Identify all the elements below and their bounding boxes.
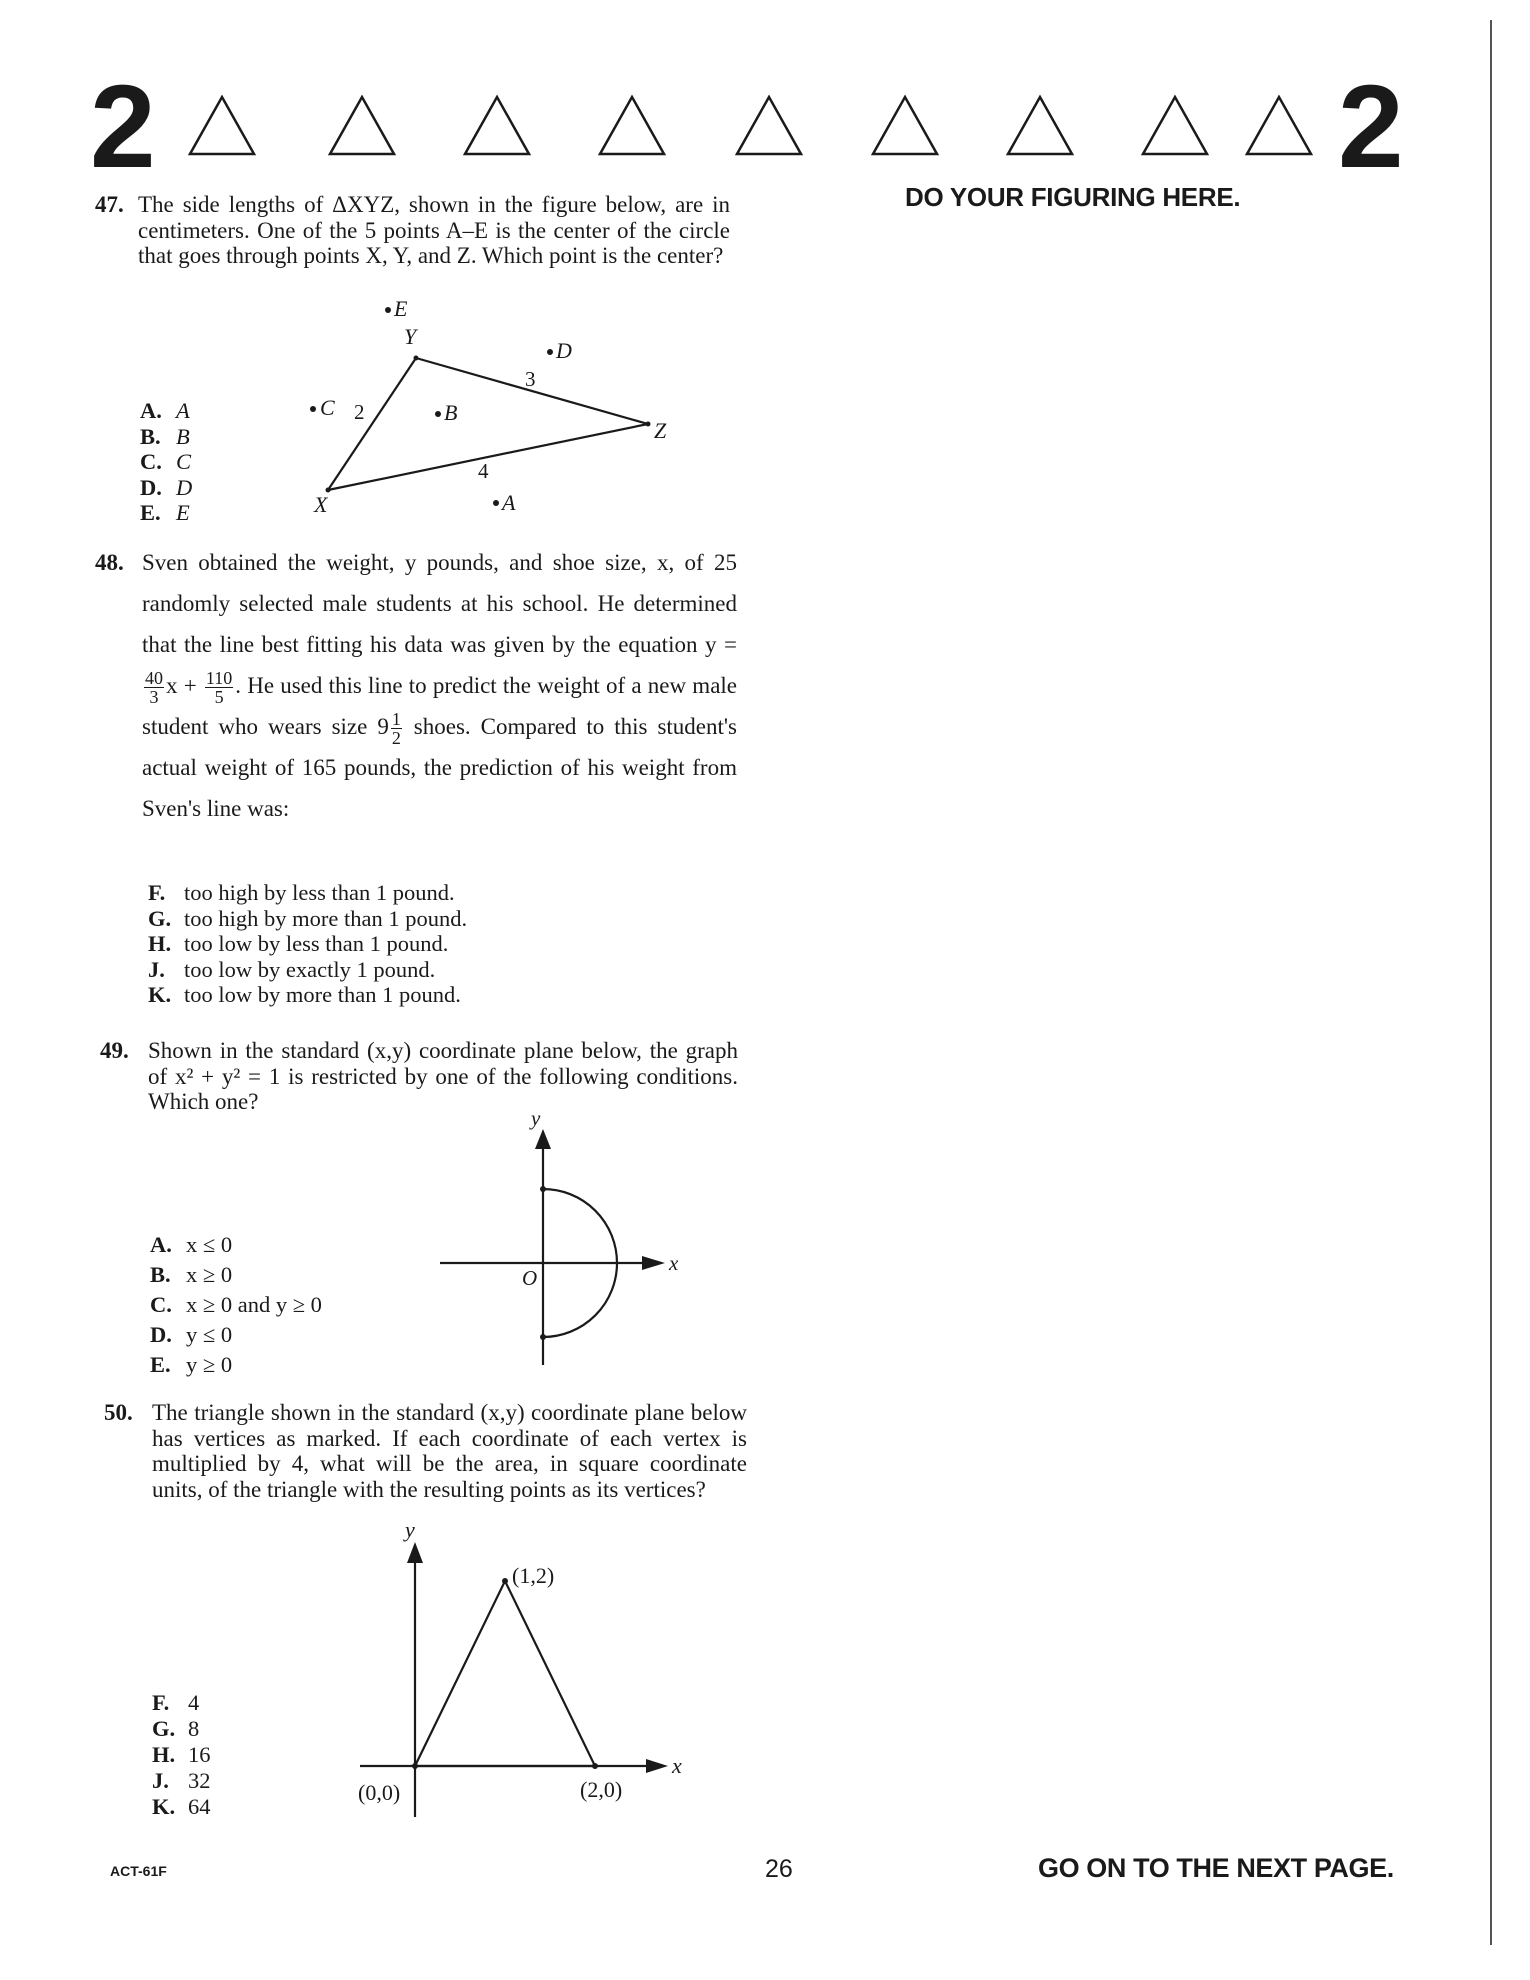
question-50-number: 50. <box>104 1400 133 1425</box>
y-axis-label: y <box>405 1525 415 1542</box>
answer-option[interactable]: D. D <box>140 474 193 500</box>
point-label-d: D <box>556 338 572 363</box>
section-number-left: 2 <box>90 61 156 193</box>
vertex-label-origin: (0,0) <box>358 1780 401 1805</box>
answer-option[interactable]: B. B <box>140 423 190 449</box>
answer-option[interactable]: B. x ≥ 0 <box>150 1262 233 1287</box>
form-code: ACT-61F <box>110 1863 167 1879</box>
origin-label: O <box>522 1266 538 1290</box>
point-label-b: B <box>444 400 458 425</box>
question-47-number: 47. <box>95 192 124 217</box>
vertex-label-right: (2,0) <box>580 1777 623 1802</box>
side-label-xy: 2 <box>354 400 365 424</box>
page-number: 26 <box>765 1855 793 1883</box>
fraction-one-half: $\frac{1}{2}$ <box>391 709 401 749</box>
answer-option[interactable]: G. too high by more than 1 pound. <box>148 905 468 931</box>
point-label-c: C <box>320 395 335 420</box>
triangle-icon <box>600 97 664 154</box>
answer-option[interactable]: J. 32 <box>152 1768 211 1793</box>
question-47-text: The side lengths of ΔXYZ, shown in the figure below, are in centimeters. One of the 5 points A–E is the center of the circle that goes through points X, Y, and Z. Which point is the center? <box>138 192 730 268</box>
page-edge-rule <box>1490 20 1492 1945</box>
point-label-a: A <box>502 490 516 515</box>
answer-option[interactable]: E. E <box>140 500 190 525</box>
answer-option[interactable]: E. y ≥ 0 <box>150 1352 233 1377</box>
y-axis-label: y <box>531 1115 541 1130</box>
answer-option[interactable]: C. x ≥ 0 and y ≥ 0 <box>150 1292 322 1317</box>
answer-option[interactable]: A. x ≤ 0 <box>150 1232 233 1257</box>
go-on-next-page-label: GO ON TO THE NEXT PAGE. <box>1038 1853 1394 1883</box>
answer-option[interactable]: F. 4 <box>152 1690 200 1715</box>
question-47-options <box>140 398 192 526</box>
answer-option[interactable]: K. 64 <box>152 1794 211 1819</box>
vertex-label-z: Z <box>654 418 667 443</box>
question-50-text: The triangle shown in the standard (x,y) coordinate plane below has vertices as marked. If each coordinate of each vertex is multiplied by 4, what will be the area, in square coordinate units, of the triangle with the resulting points as its vertices? <box>152 1400 747 1502</box>
figuring-area-label: DO YOUR FIGURING HERE. <box>905 182 1241 212</box>
question-49-text: Shown in the standard (x,y) coordinate plane below, the graph of x² + y² = 1 is restricted by one of the following conditions. Which one? <box>148 1038 738 1114</box>
answer-option[interactable]: A. A <box>140 398 190 423</box>
vertex-label-y: Y <box>404 324 417 349</box>
triangle-icon <box>873 97 937 154</box>
question-50-triangle-graph <box>350 1525 690 1820</box>
fraction-110-5: $\frac{110}{5}$ <box>205 668 233 708</box>
answer-option[interactable]: H. too low by less than 1 pound. <box>148 931 449 956</box>
x-axis-label: x <box>669 1251 679 1275</box>
vertex-label-x: X <box>314 492 328 517</box>
answer-option[interactable]: H. 16 <box>152 1742 211 1767</box>
question-48-options <box>148 880 467 1008</box>
answer-option[interactable]: F. too high by less than 1 pound. <box>148 880 455 905</box>
question-49-options <box>150 1230 322 1380</box>
triangle-icon <box>737 97 801 154</box>
point-label-e: E <box>394 296 408 321</box>
section-number-right: 2 <box>1338 61 1404 193</box>
side-label-xz: 4 <box>478 459 489 483</box>
answer-option[interactable]: D. y ≤ 0 <box>150 1322 233 1347</box>
vertex-label-apex: (1,2) <box>512 1563 555 1588</box>
answer-option[interactable]: J. too low by exactly 1 pound. <box>148 956 436 982</box>
question-49-number: 49. <box>100 1038 129 1063</box>
triangle-icon <box>1008 97 1072 154</box>
question-48-number: 48. <box>95 550 124 575</box>
question-47-triangle-figure <box>300 296 700 526</box>
triangle-icon <box>1247 97 1311 154</box>
answer-option[interactable]: C. C <box>140 449 192 474</box>
triangle-icon <box>330 97 394 154</box>
question-50-options <box>152 1690 211 1820</box>
question-48-text: Sven obtained the weight, y pounds, and shoe size, x, of 25 randomly selected male students at his school. He determined that the line best fitting his data was given by the equation y = $\frac{40}{3}$ x + $\frac{110}{5}$ . He used this line to predict the weight of a new male student who wears size 9 $\frac{1}{2}$ shoes. Compared to this student's actual weight of 165 pounds, the prediction of his weight from Sven's line was: <box>142 550 738 822</box>
question-49-semicircle-graph <box>430 1115 710 1370</box>
answer-option[interactable]: K. too low by more than 1 pound. <box>148 982 461 1007</box>
side-label-yz: 3 <box>525 367 536 391</box>
x-axis-label: x <box>672 1753 682 1778</box>
triangle-banner-icons <box>185 92 1325 162</box>
triangle-icon <box>190 97 254 154</box>
triangle-icon <box>465 97 529 154</box>
fraction-40-3: $\frac{40}{3}$ <box>145 668 163 708</box>
triangle-icon <box>1143 97 1207 154</box>
answer-option[interactable]: G. 8 <box>152 1716 200 1741</box>
